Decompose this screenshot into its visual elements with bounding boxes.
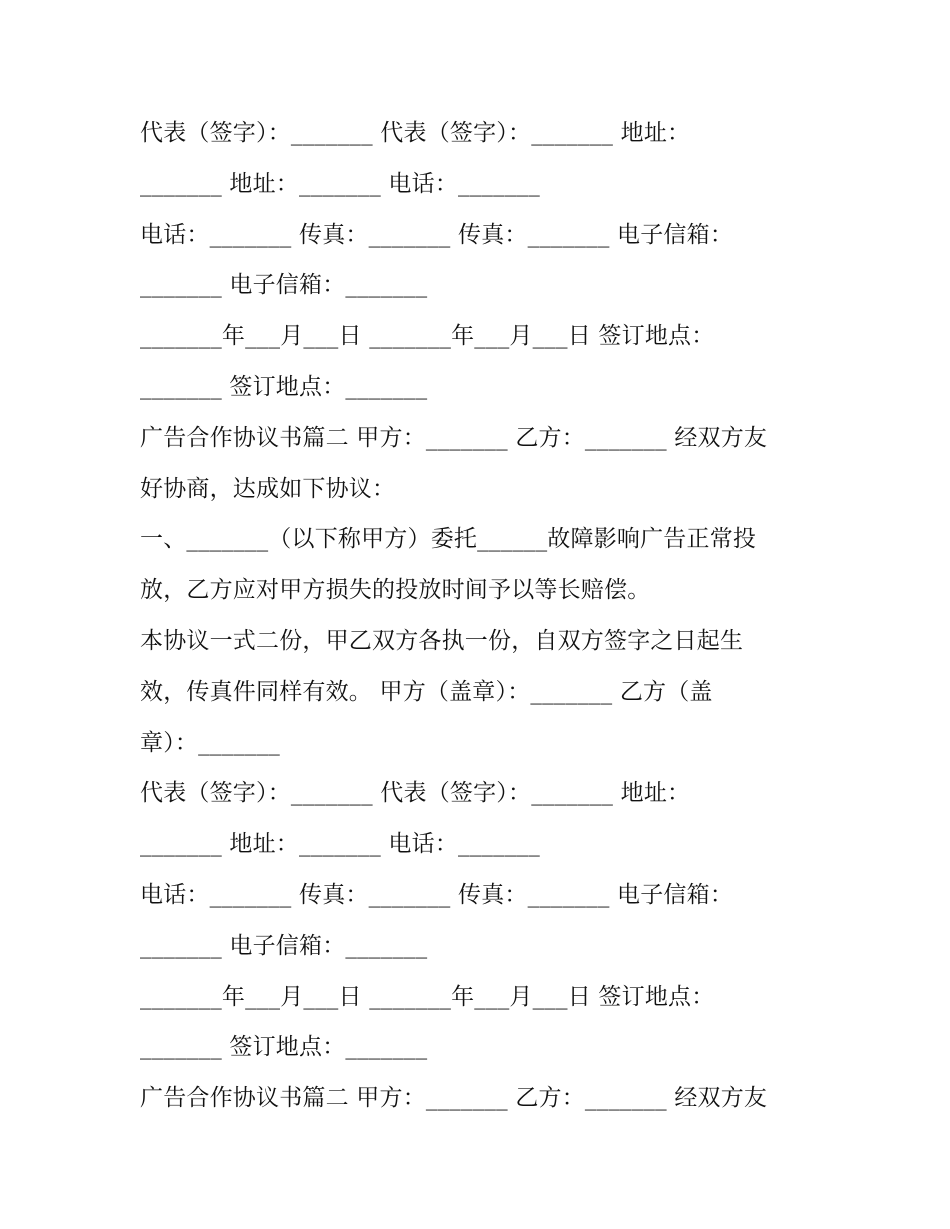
text-line: _______ 地址：_______ 电话：_______ xyxy=(140,170,540,197)
text-line: 电话：_______ 传真：_______ 传真：_______ 电子信箱： xyxy=(140,221,734,248)
text-line: _______ 电子信箱：_______ xyxy=(140,932,428,959)
document-body xyxy=(140,108,800,1124)
text-line: 代表（签字）：_______ 代表（签字）：_______ 地址： xyxy=(140,120,691,146)
section-heading-line: 广告合作协议书篇二 甲方：_______ 乙方：_______ 经双方友 xyxy=(140,424,768,451)
text-line: _______年___月___日 _______年___月___日 签订地点： xyxy=(140,983,715,1010)
text-line: _______年___月___日 _______年___月___日 签订地点： xyxy=(140,323,715,350)
text-line: 效，传真件同样有效。 甲方（盖章）：_______ 乙方（盖 xyxy=(140,678,713,705)
text-line: 放，乙方应对甲方损失的投放时间予以等长赔偿。 xyxy=(140,577,651,604)
text-line: 电话：_______ 传真：_______ 传真：_______ 电子信箱： xyxy=(140,881,734,908)
text-line: 章）：_______ xyxy=(140,729,280,756)
text-line: 好协商，达成如下协议： xyxy=(140,475,396,502)
text-line: _______ 签订地点：_______ xyxy=(140,373,428,400)
text-line: 代表（签字）：_______ 代表（签字）：_______ 地址： xyxy=(140,780,691,807)
text-line: _______ 电子信箱：_______ xyxy=(140,272,428,299)
text-line: 本协议一式二份，甲乙双方各执一份，自双方签字之日起生 xyxy=(140,627,744,654)
text-line: _______ 地址：_______ 电话：_______ xyxy=(140,831,540,858)
text-line: 一、_______（以下称甲方）委托______故障影响广告正常投 xyxy=(140,526,757,553)
section-heading-line: 广告合作协议书篇二 甲方：_______ 乙方：_______ 经双方友 xyxy=(140,1085,768,1112)
text-line: _______ 签订地点：_______ xyxy=(140,1034,428,1061)
